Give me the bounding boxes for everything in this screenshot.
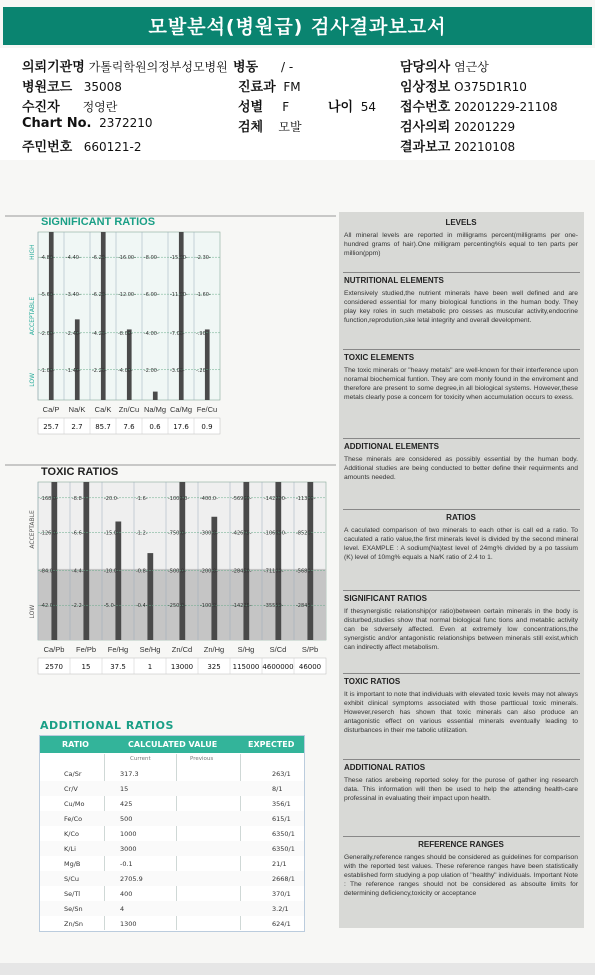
label-specimen: 검체 bbox=[238, 120, 264, 135]
panel-text: Extensively studied,the nutrient minerals have been well defined and are considered essential for many biological functions in the human body. They play key roles in such metabolic pro cesses as muscular activity,endocrine function,reprodution,ske letal integrity and overall development. bbox=[344, 289, 578, 324]
tick-label: -8.00- bbox=[144, 255, 159, 262]
additional-row bbox=[40, 841, 304, 856]
panel-divider bbox=[343, 349, 580, 350]
col-calculated: CALCULATED VALUE bbox=[128, 740, 218, 749]
category-label: S/Cd bbox=[269, 645, 287, 654]
value-label: 46000 bbox=[298, 663, 322, 671]
panel-divider bbox=[343, 836, 580, 837]
ratio-current: 4 bbox=[120, 905, 125, 913]
tick-label: -12.00- bbox=[118, 292, 136, 299]
category-label: Ca/P bbox=[42, 405, 60, 414]
tick-label: -1.2- bbox=[136, 530, 148, 537]
tick-label: -6.00- bbox=[144, 292, 159, 299]
tick-label: -.20- bbox=[196, 367, 208, 374]
tick-label: -16.00- bbox=[118, 255, 136, 262]
tick-label: -5.0- bbox=[104, 603, 116, 610]
ratio-name: Cu/Mo bbox=[64, 800, 85, 808]
panel-text: These minerals are considered as possibly essential by the human body. Additional studies are being conducted to better define their requirments and amounts needed. bbox=[344, 455, 578, 481]
tick-label: -2.40- bbox=[66, 330, 81, 337]
tick-label: -750.0- bbox=[168, 530, 186, 537]
tick-label: -2.20- bbox=[92, 367, 107, 374]
tick-label: -0.4- bbox=[136, 603, 148, 610]
col-ratio: RATIO bbox=[62, 740, 89, 749]
panel-text: All mineral levels are reported in milligrams percent(milligrams per one-hundred grams of hair).One milligram percenting%Is equal to ten parts per million(ppm) bbox=[344, 231, 578, 257]
panel-heading: SIGNIFICANT RATIOS bbox=[344, 594, 427, 603]
label-report-date: 결과보고 bbox=[400, 140, 451, 155]
ratio-name: S/Cu bbox=[64, 875, 79, 883]
tick-label: -2845- bbox=[296, 603, 313, 610]
value-department: FM bbox=[283, 80, 301, 94]
tick-label: -42.0- bbox=[40, 603, 55, 610]
additional-row bbox=[40, 766, 304, 781]
value-label: 1 bbox=[147, 663, 153, 671]
tick-label: -84.0- bbox=[40, 568, 55, 575]
label-clinical-info: 임상정보 bbox=[400, 80, 451, 95]
tick-label: -5680- bbox=[296, 568, 313, 575]
bar bbox=[205, 329, 210, 400]
ratio-expected: 6350/1 bbox=[272, 830, 295, 838]
panel-section bbox=[344, 840, 578, 898]
additional-ratios-header bbox=[40, 736, 304, 753]
tick-label: -2.2- bbox=[72, 603, 84, 610]
bar bbox=[307, 482, 313, 640]
panel-heading: REFERENCE RANGES bbox=[418, 840, 504, 849]
panel-divider bbox=[343, 509, 580, 510]
category-label: Na/K bbox=[68, 405, 86, 414]
panel-heading: NUTRITIONAL ELEMENTS bbox=[344, 276, 444, 285]
panel-section bbox=[344, 276, 578, 325]
label-request-date: 검사의뢰 bbox=[400, 120, 451, 135]
additional-ratios-title: ADDITIONAL RATIOS bbox=[40, 719, 174, 732]
bar bbox=[147, 553, 153, 640]
tick-label: -6.6- bbox=[72, 530, 84, 537]
panel-divider bbox=[343, 759, 580, 760]
ratio-current: 400 bbox=[120, 890, 133, 898]
tick-label: -300.0- bbox=[200, 530, 218, 537]
category-label: S/Pb bbox=[301, 645, 319, 654]
tick-label: -500.0- bbox=[168, 568, 186, 575]
value-label: 17.6 bbox=[173, 423, 189, 431]
ratio-current: 3000 bbox=[120, 845, 137, 853]
panel-heading: TOXIC ELEMENTS bbox=[344, 353, 415, 362]
panel-heading: ADDITIONAL RATIOS bbox=[344, 763, 426, 772]
panel-divider bbox=[343, 590, 580, 591]
ratio-name: K/Co bbox=[64, 830, 79, 838]
bar bbox=[115, 522, 121, 641]
additional-row bbox=[40, 916, 304, 931]
tick-label: -2.00- bbox=[40, 330, 55, 337]
zone-label: LOW bbox=[29, 372, 36, 387]
ratio-expected: 615/1 bbox=[272, 815, 291, 823]
category-label: Ca/K bbox=[94, 405, 112, 414]
panel-text: The toxic minerals or "heavy metals" are well-known for their interference upon noramal biochemical funtion. They are com monly found in the enviroment and therefore are present to some degree,in all biological systems. However,these metals clearly pose a concern for toxicity when accumulation occurs to exess. bbox=[344, 366, 578, 401]
tick-label: -1.00- bbox=[40, 367, 55, 374]
ratio-current: 1300 bbox=[120, 920, 137, 928]
ratio-name: Ca/Sr bbox=[64, 770, 82, 778]
chart-title: TOXIC RATIOS bbox=[41, 466, 119, 478]
label-hospital-code: 병원코드 bbox=[22, 80, 73, 95]
tick-label: -200.0- bbox=[200, 568, 218, 575]
panel-heading: RATIOS bbox=[446, 513, 476, 522]
zone-label: ACCEPTABLE bbox=[29, 510, 36, 549]
panel-text: These ratios arebeing reported soley for the purose of gather ing research data. This information will then be used to help the attending health-care professinal in evaluating their impact upon health. bbox=[344, 776, 578, 802]
panel-section bbox=[344, 442, 578, 482]
tick-label: -20.0- bbox=[104, 495, 119, 502]
tick-label: -106650- bbox=[264, 530, 287, 537]
label-chart-no: Chart No. bbox=[22, 116, 92, 131]
tick-label: -15.0- bbox=[104, 530, 119, 537]
tick-label: -6.20- bbox=[92, 292, 107, 299]
ratio-expected: 624/1 bbox=[272, 920, 291, 928]
value-label: 7.6 bbox=[123, 423, 135, 431]
tick-label: -8.8- bbox=[72, 495, 84, 502]
ratio-expected: 356/1 bbox=[272, 800, 291, 808]
ratio-current: 1000 bbox=[120, 830, 137, 838]
panel-section bbox=[344, 594, 578, 652]
bar bbox=[179, 482, 185, 640]
tick-label: -10.0- bbox=[104, 568, 119, 575]
tick-label: -4.4- bbox=[72, 568, 84, 575]
category-label: Ca/Mg bbox=[169, 405, 193, 414]
value-request-date: 20201229 bbox=[454, 120, 516, 134]
ratio-expected: 6350/1 bbox=[272, 845, 295, 853]
value-label: 25.7 bbox=[43, 423, 59, 431]
ratio-name: Cr/V bbox=[64, 785, 78, 793]
value-label: 0.6 bbox=[149, 423, 161, 431]
value-institution: 가톨릭학원의정부성모병원 bbox=[88, 60, 228, 74]
ratio-expected: 8/1 bbox=[272, 785, 283, 793]
sub-previous: Previous bbox=[190, 756, 214, 762]
ratio-expected: 2668/1 bbox=[272, 875, 295, 883]
footer-strip bbox=[0, 963, 595, 975]
tick-label: -142200- bbox=[264, 495, 287, 502]
value-sex: F bbox=[282, 100, 290, 114]
tick-label: -28450- bbox=[232, 568, 252, 575]
ratio-current: 15 bbox=[120, 785, 129, 793]
ratio-current: 500 bbox=[120, 815, 133, 823]
tick-label: -11300- bbox=[296, 495, 316, 502]
ratio-expected: 3.2/1 bbox=[272, 905, 289, 913]
label-ward: 병동 bbox=[233, 60, 259, 75]
additional-row bbox=[40, 811, 304, 826]
category-label: Na/Mg bbox=[143, 405, 167, 414]
label-institution: 의뢰기관명 bbox=[22, 60, 85, 75]
value-label: 15 bbox=[81, 663, 91, 671]
ratio-expected: 21/1 bbox=[272, 860, 287, 868]
value-ward: / - bbox=[281, 60, 294, 74]
tick-label: -1.40- bbox=[66, 367, 81, 374]
toxic-ratios-chart bbox=[0, 462, 336, 697]
tick-label: -71100- bbox=[264, 568, 284, 575]
zone-label: LOW bbox=[29, 604, 36, 619]
panel-text: Generally,reference ranges should be considered as guidelines for comparison with the reported test values. These reference ranges have been statistically established form studying a pop ulation of "healthy" individuals. Important Note : The reference ranges should not be considered as absoulte limits for determining deficiency,toxicity or acceptance bbox=[344, 853, 578, 897]
additional-row bbox=[40, 796, 304, 811]
ratio-name: Se/Tl bbox=[64, 890, 81, 898]
panel-section bbox=[344, 763, 578, 803]
panel-divider bbox=[343, 673, 580, 674]
additional-row bbox=[40, 871, 304, 886]
tick-label: -0.8- bbox=[136, 568, 148, 575]
ratio-name: Se/Sn bbox=[64, 905, 83, 913]
value-label: 115000 bbox=[232, 663, 260, 671]
value-label: 0.9 bbox=[201, 423, 213, 431]
panel-divider bbox=[343, 272, 580, 273]
value-chart-no: 2372210 bbox=[99, 116, 153, 130]
value-hospital-code: 35008 bbox=[83, 80, 122, 94]
value-resident-no: 660121-2 bbox=[83, 140, 142, 154]
value-report-date: 20210108 bbox=[454, 140, 516, 154]
ratio-current: 317.3 bbox=[120, 770, 139, 778]
tick-label: -4.80- bbox=[40, 255, 55, 262]
significant-ratios-chart bbox=[0, 212, 336, 447]
value-label: 37.5 bbox=[110, 663, 126, 671]
additional-row bbox=[40, 901, 304, 916]
tick-label: -8526- bbox=[296, 530, 313, 537]
ratio-current: -0.1 bbox=[120, 860, 133, 868]
category-label: Zn/Cd bbox=[171, 645, 193, 654]
ratio-expected: 370/1 bbox=[272, 890, 291, 898]
label-age: 나이 bbox=[328, 100, 354, 115]
patient-header bbox=[0, 48, 595, 160]
bar bbox=[243, 482, 249, 640]
explanation-panel bbox=[339, 212, 584, 928]
bar bbox=[51, 482, 57, 640]
additional-ratios-table bbox=[39, 735, 305, 932]
tick-label: -100.0- bbox=[200, 603, 218, 610]
value-label: 325 bbox=[207, 663, 221, 671]
tick-label: -11.00- bbox=[170, 292, 188, 299]
tick-label: -14225- bbox=[232, 603, 252, 610]
panel-text: It is important to note that individuals with elevated toxic levels may not always exhibit clinical symptoms associated with those partticual toxic minerals. However,reserch has shown that toxic minerals can also produce an antagonistic effect on various essential minerals eventually leading to disturbances in their me tabolic utilization. bbox=[344, 690, 578, 734]
ratio-name: Mg/B bbox=[64, 860, 81, 868]
label-patient: 수진자 bbox=[22, 100, 60, 115]
tick-label: -168.0- bbox=[40, 495, 58, 502]
tick-label: -42675- bbox=[232, 530, 252, 537]
tick-label: -3.00- bbox=[170, 367, 185, 374]
value-clinical-info: O375D1R10 bbox=[454, 80, 527, 94]
category-label: S/Hg bbox=[237, 645, 255, 654]
value-label: 4600000 bbox=[262, 663, 294, 671]
value-specimen: 모발 bbox=[278, 120, 302, 134]
zone-label: HIGH bbox=[29, 244, 36, 260]
label-doctor: 담당의사 bbox=[400, 60, 451, 75]
chart-title: SIGNIFICANT RATIOS bbox=[41, 216, 156, 228]
tick-label: -2.00- bbox=[144, 367, 159, 374]
ratio-expected: 263/1 bbox=[272, 770, 291, 778]
value-age: 54 bbox=[360, 100, 377, 114]
label-receipt-no: 접수번호 bbox=[400, 100, 451, 115]
report-title: 모발분석(병원급) 검사결과보고서 bbox=[3, 7, 592, 45]
tick-label: -250.0- bbox=[168, 603, 186, 610]
tick-label: -7.00- bbox=[170, 330, 185, 337]
panel-heading: ADDITIONAL ELEMENTS bbox=[344, 442, 439, 451]
tick-label: -4.00- bbox=[144, 330, 159, 337]
additional-row bbox=[40, 856, 304, 871]
additional-row bbox=[40, 781, 304, 796]
panel-section bbox=[344, 218, 578, 258]
col-expected: EXPECTED bbox=[248, 740, 295, 749]
bar bbox=[127, 329, 132, 400]
panel-divider bbox=[343, 438, 580, 439]
category-label: Ca/Pb bbox=[43, 645, 65, 654]
label-sex: 성별 bbox=[238, 100, 264, 115]
additional-row bbox=[40, 826, 304, 841]
tick-label: -56900- bbox=[232, 495, 252, 502]
bar bbox=[275, 482, 281, 640]
value-label: 2.7 bbox=[71, 423, 83, 431]
tick-label: -5.60- bbox=[40, 292, 55, 299]
panel-section bbox=[344, 513, 578, 562]
zone-label: ACCEPTABLE bbox=[29, 296, 36, 336]
panel-text: A caculated comparison of two minerals to each other is call ed a ratio. To caculated a ratio value,the first minerals level is divided by the second mineral level. EXAMPLE : A sodium(Na)test level of 24mg% divided by a po tassium (K) level of 10mg% equals a Na/K ratio of 2.4 to 1. bbox=[344, 526, 578, 561]
panel-heading: LEVELS bbox=[445, 218, 477, 227]
ratio-current: 425 bbox=[120, 800, 133, 808]
value-receipt-no: 20201229-21108 bbox=[454, 100, 558, 114]
tick-label: -4.00- bbox=[118, 367, 133, 374]
label-resident-no: 주민번호 bbox=[22, 140, 73, 155]
ratio-name: Zn/Sn bbox=[64, 920, 84, 928]
tick-label: -4.20- bbox=[92, 330, 107, 337]
category-label: Fe/Cu bbox=[196, 405, 218, 414]
ratio-current: 2705.9 bbox=[120, 875, 143, 883]
additional-row bbox=[40, 886, 304, 901]
category-label: Zn/Hg bbox=[203, 645, 225, 654]
bar bbox=[83, 482, 89, 640]
panel-text: If thesynergistic relationship(or ratio)between certain minerals in the body is disturbed,studies show that normal biological func tions and metablic activity can be sdversely affected. Even at extremely low concentrations,the synergistic and/or antagonistic relationships between minerals still exist,which can indirectly affect metabolism. bbox=[344, 607, 578, 651]
tick-label: -8.00- bbox=[118, 330, 133, 337]
tick-label: -35550- bbox=[264, 603, 284, 610]
panel-heading: TOXIC RATIOS bbox=[344, 677, 401, 686]
tick-label: -.90- bbox=[196, 330, 208, 337]
ratio-name: Fe/Co bbox=[64, 815, 83, 823]
value-doctor: 염근상 bbox=[454, 60, 489, 74]
tick-label: -1000.0- bbox=[168, 495, 190, 502]
label-department: 진료과 bbox=[238, 80, 276, 95]
value-patient: 정영란 bbox=[82, 100, 118, 114]
tick-label: -1.60- bbox=[196, 292, 211, 299]
panel-section bbox=[344, 677, 578, 735]
tick-label: -4.40- bbox=[66, 255, 81, 262]
panel-section bbox=[344, 353, 578, 402]
tick-label: -6.20- bbox=[92, 255, 107, 262]
value-label: 2570 bbox=[45, 663, 63, 671]
tick-label: -2.30- bbox=[196, 255, 211, 262]
category-label: Zn/Cu bbox=[118, 405, 140, 414]
tick-label: -126.0- bbox=[40, 530, 58, 537]
category-label: Fe/Hg bbox=[107, 645, 129, 654]
tick-label: -15.00- bbox=[170, 255, 188, 262]
ratio-name: K/Li bbox=[64, 845, 76, 853]
bar bbox=[153, 392, 158, 400]
category-label: Se/Hg bbox=[139, 645, 161, 654]
tick-label: -400.0- bbox=[200, 495, 218, 502]
value-label: 85.7 bbox=[95, 423, 111, 431]
category-label: Fe/Pb bbox=[75, 645, 97, 654]
value-label: 13000 bbox=[170, 663, 194, 671]
tick-label: -3.40- bbox=[66, 292, 81, 299]
tick-label: -1.6- bbox=[136, 495, 148, 502]
sub-current: Current bbox=[130, 756, 151, 762]
